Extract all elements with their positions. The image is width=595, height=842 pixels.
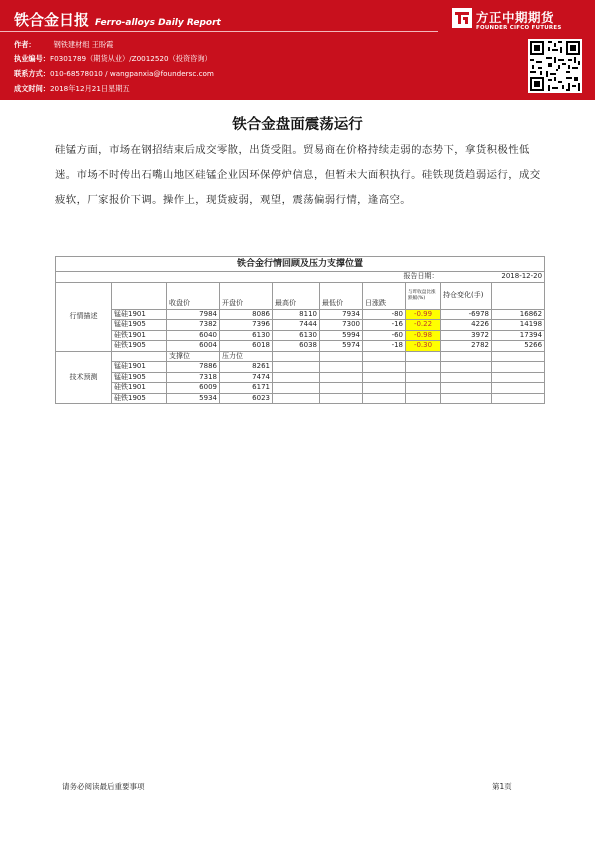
cell-high: 8110	[273, 309, 320, 320]
table-row	[56, 341, 545, 352]
contact-value: 010-68578010 / wangpanxia@foundersc.com	[49, 69, 214, 78]
cell-open: 8086	[220, 309, 273, 320]
cell-change: -80	[363, 309, 406, 320]
table-row	[56, 330, 545, 341]
cell-support: 6009	[167, 383, 220, 394]
cell-high: 7444	[273, 320, 320, 331]
cell-close: 6004	[167, 341, 220, 352]
row-name: 锰硅1905	[112, 372, 167, 383]
header-oi	[492, 282, 545, 309]
cell-change: -60	[363, 330, 406, 341]
cell-pct: -0.30	[406, 341, 441, 352]
cell-oi: 16862	[492, 309, 545, 320]
header-change: 日涨跌	[363, 282, 406, 309]
cell-oi: 14198	[492, 320, 545, 331]
cell-oi: 5266	[492, 341, 545, 352]
row-name: 锰硅1905	[112, 320, 167, 331]
cell-oi-change: -6978	[441, 309, 492, 320]
report-header	[0, 0, 595, 100]
license-line	[14, 54, 212, 64]
author-line	[14, 40, 113, 50]
cell-pct: -0.99	[406, 309, 441, 320]
cell-oi-change: 2782	[441, 341, 492, 352]
header-divider	[0, 31, 438, 32]
report-date-label: 报告日期：	[56, 272, 441, 283]
cell-low: 7300	[320, 320, 363, 331]
logo-text-en: FOUNDER CIFCO FUTURES	[476, 25, 562, 31]
table-title: 铁合金行情回顾及压力支撑位置	[56, 257, 545, 272]
table-row	[56, 309, 545, 320]
market-review-table	[55, 256, 544, 404]
contact-line	[14, 69, 214, 79]
header-high: 最高价	[273, 282, 320, 309]
cell-close: 7382	[167, 320, 220, 331]
cell-resistance: 6023	[220, 393, 273, 404]
header-low: 最低价	[320, 282, 363, 309]
footer-page-number: 第1页	[492, 782, 512, 791]
logo-text-cn: 方正中期期货	[476, 10, 555, 25]
cell-oi-change: 3972	[441, 330, 492, 341]
cell-resistance: 7474	[220, 372, 273, 383]
report-title-en: Ferro-alloys Daily Report	[95, 18, 221, 28]
company-logo	[452, 6, 592, 36]
table-row	[56, 362, 545, 373]
cell-pct: -0.98	[406, 330, 441, 341]
cell-support: 7886	[167, 362, 220, 373]
header-close: 收盘价	[167, 282, 220, 309]
cell-high: 6038	[273, 341, 320, 352]
license-label: 执业编号：	[14, 54, 50, 63]
cell-change: -16	[363, 320, 406, 331]
date-value: 2018年12月21日星期五	[49, 84, 130, 93]
cell-support: 5934	[167, 393, 220, 404]
cell-open: 6130	[220, 330, 273, 341]
tech-header-support: 支撑位	[167, 351, 220, 362]
header-open: 开盘价	[220, 282, 273, 309]
row-name: 硅铁1901	[112, 330, 167, 341]
report-title	[14, 9, 221, 30]
header-pct: 与昨收盘比涨跌幅(%)	[406, 282, 441, 309]
table-row	[56, 372, 545, 383]
row-name: 锰硅1901	[112, 362, 167, 373]
header-oi-change: 持仓变化(手)	[441, 282, 492, 309]
author-value: 钢铁建材组 王盼霞	[53, 40, 114, 49]
footer-disclaimer: 请务必阅读最后重要事项	[62, 782, 145, 791]
cell-open: 7396	[220, 320, 273, 331]
cell-low: 7934	[320, 309, 363, 320]
qr-code-icon	[528, 39, 582, 93]
table-row	[56, 393, 545, 404]
license-value: F0301789（期货从业）/Z0012520（投资咨询）	[49, 54, 212, 63]
section-tech-label: 技术预测	[56, 351, 112, 404]
cell-low: 5974	[320, 341, 363, 352]
report-title-cn: 铁合金日报	[14, 11, 90, 29]
tech-header-resistance: 压力位	[220, 351, 273, 362]
date-label: 成文时间：	[14, 84, 50, 93]
cell-change: -18	[363, 341, 406, 352]
document-title: 铁合金盘面震荡运行	[232, 117, 363, 133]
cell-close: 6040	[167, 330, 220, 341]
cell-oi-change: 4226	[441, 320, 492, 331]
row-name: 锰硅1901	[112, 309, 167, 320]
logo-mark-icon	[452, 8, 472, 28]
cell-close: 7984	[167, 309, 220, 320]
table-row	[56, 383, 545, 394]
row-name: 硅铁1901	[112, 383, 167, 394]
summary-paragraph: 硅锰方面，市场在钢招结束后成交零散，出货受阻。贸易商在价格持续走弱的态势下，拿货积极性低迷。市场不时传出石嘴山地区硅锰企业因环保停炉信息，但暂未大面积执行。硅铁现货趋弱运行，成交疲软，厂家报价下调。操作上，现货疲弱，观望，震荡偏弱行情，逢高空。	[55, 144, 541, 206]
tech-header-blank	[112, 351, 167, 362]
cell-support: 7318	[167, 372, 220, 383]
cell-open: 6018	[220, 341, 273, 352]
cell-resistance: 8261	[220, 362, 273, 373]
cell-resistance: 6171	[220, 383, 273, 394]
header-blank	[112, 282, 167, 309]
section-market-label: 行情描述	[56, 282, 112, 351]
cell-oi: 17394	[492, 330, 545, 341]
cell-high: 6130	[273, 330, 320, 341]
row-name: 硅铁1905	[112, 393, 167, 404]
table-row	[56, 320, 545, 331]
date-line	[14, 84, 130, 94]
cell-low: 5994	[320, 330, 363, 341]
row-name: 硅铁1905	[112, 341, 167, 352]
contact-label: 联系方式：	[14, 69, 50, 78]
author-label: 作者：	[14, 40, 36, 49]
report-date-value: 2018-12-20	[441, 272, 545, 283]
cell-pct: -0.22	[406, 320, 441, 331]
